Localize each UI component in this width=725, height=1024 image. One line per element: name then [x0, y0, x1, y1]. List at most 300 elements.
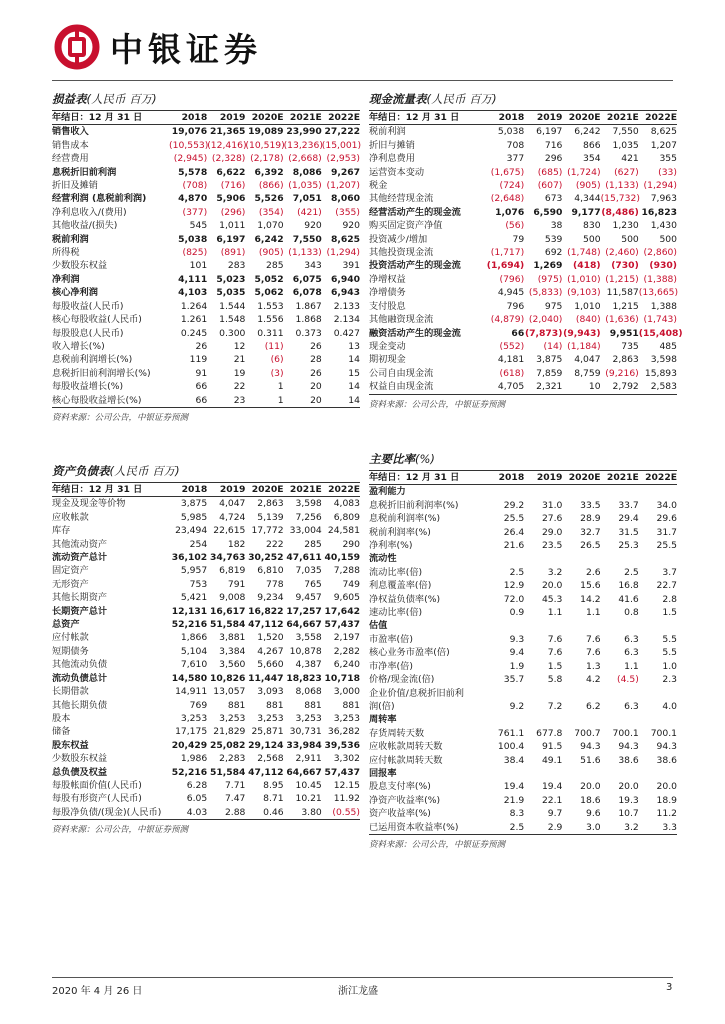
cell-value: 708	[506, 139, 525, 151]
cell-value: 3,253	[295, 712, 322, 724]
cell-value: (2,178)	[250, 153, 284, 165]
cell-value: (9,103)	[567, 287, 601, 299]
cell-value: (6)	[270, 354, 284, 366]
cell-value: (1,294)	[326, 247, 360, 259]
cell-value: 6.05	[186, 793, 208, 805]
cell-value: 1,520	[257, 632, 284, 644]
key-ratios-panel	[369, 452, 677, 850]
row-label: 少数股东权益	[52, 753, 108, 765]
cell-value: 4,111	[178, 273, 208, 285]
cell-value: 2.5	[624, 566, 639, 578]
cell-value: 10,826	[209, 672, 246, 684]
cell-value: 34.0	[656, 499, 677, 511]
cell-value: 66	[169, 394, 207, 408]
table-row	[369, 606, 677, 619]
cell-value: 1.1	[547, 607, 563, 619]
cell-value: (11)	[264, 340, 284, 352]
table-row	[369, 192, 677, 205]
cell-value: (552)	[499, 340, 525, 352]
cell-value: 9,951	[609, 327, 639, 339]
row-label: 购买固定资产净值	[369, 220, 443, 232]
table-row	[369, 380, 677, 394]
cell-value: 26.4	[503, 526, 525, 538]
year-column-header: 2021E	[284, 483, 322, 497]
cell-value: 2.6	[585, 566, 601, 578]
brand-header	[54, 22, 262, 72]
cash-flow-panel	[369, 92, 683, 410]
cell-value: 66	[511, 327, 525, 339]
cell-value: 10.45	[295, 779, 322, 791]
panel-title-text: 资产负债表	[52, 464, 110, 478]
cell-value	[562, 767, 600, 780]
cell-value: (1,294)	[643, 180, 677, 192]
cell-value: 673	[544, 193, 563, 205]
table-row	[52, 645, 360, 658]
table-header-row	[52, 483, 360, 497]
cell-value: 1.5	[547, 660, 563, 672]
table-row	[369, 152, 677, 165]
boc-logo-icon	[54, 24, 100, 70]
table-row	[369, 780, 677, 793]
table-row	[52, 725, 360, 738]
cell-value: 3,253	[180, 712, 208, 724]
row-label: 核心每股收益(人民币)	[52, 314, 142, 326]
table-row	[369, 179, 677, 192]
cell-value: 72.0	[503, 593, 525, 605]
row-label: 储备	[52, 726, 71, 738]
cell-value: 20.0	[618, 781, 639, 793]
row-label: 应收帐款	[52, 511, 89, 523]
cell-value: (1,035)	[288, 180, 322, 192]
cell-value: 7,051	[292, 193, 322, 205]
balance-sheet-panel	[52, 464, 360, 835]
cell-value	[562, 619, 600, 632]
cell-value: 47,112	[248, 766, 284, 778]
table-header-row	[369, 471, 677, 485]
cell-value: 21,829	[213, 726, 246, 738]
cell-value: 23.5	[541, 540, 563, 552]
cell-value: (1,207)	[326, 180, 360, 192]
cell-value	[639, 485, 677, 499]
cell-value: 19,089	[248, 126, 284, 138]
cell-value: 3,253	[219, 712, 246, 724]
table-row	[369, 687, 677, 700]
row-label: 回报率	[369, 767, 397, 779]
table-row	[52, 125, 360, 139]
table-row	[369, 633, 677, 646]
cell-value: 14	[348, 354, 360, 366]
cell-value: 57,437	[324, 619, 360, 631]
table-row	[52, 524, 360, 537]
cell-value: 692	[544, 247, 563, 259]
cell-value: 1.548	[219, 314, 246, 326]
cell-value: 24,581	[327, 525, 360, 537]
cell-value: 4.2	[585, 674, 601, 686]
cell-value: 25,871	[251, 726, 284, 738]
row-label: 收入增长(%)	[52, 340, 105, 352]
table-row	[52, 313, 360, 326]
cell-value: 19	[233, 367, 246, 379]
cell-value: 28	[310, 354, 322, 366]
cell-value: (1,636)	[605, 314, 639, 326]
cell-value: 7.6	[585, 647, 601, 659]
cell-value: 28.9	[580, 513, 601, 525]
cell-value: 41.6	[618, 593, 639, 605]
row-label: 市盈率(倍)	[369, 633, 413, 645]
cell-value: 33.7	[618, 499, 639, 511]
year-end-header: 年结日：12 月 31 日	[52, 111, 169, 125]
table-row	[369, 646, 677, 659]
table-row	[369, 821, 677, 835]
cell-value: 16,822	[248, 605, 284, 617]
cell-value: 0.300	[219, 327, 246, 339]
row-label: 其他投资现金流	[369, 247, 434, 259]
row-label: 息税折旧前利润率(%)	[369, 499, 459, 511]
row-label: 资产收益率(%)	[369, 808, 431, 820]
row-label: 权益自由现金流	[369, 380, 486, 394]
cell-value: 9.4	[509, 647, 525, 659]
cell-value: 8,060	[330, 193, 360, 205]
cell-value: (2,953)	[326, 153, 360, 165]
cell-value: (618)	[499, 367, 525, 379]
cell-value	[639, 552, 677, 565]
row-label: 应收帐款周转天数	[369, 741, 443, 753]
cell-value: 49.1	[541, 754, 563, 766]
cell-value: 4,047	[574, 354, 601, 366]
panel-unit: (%)	[415, 452, 435, 466]
year-column-header: 2018	[486, 111, 524, 125]
cell-value: 26	[310, 340, 322, 352]
cell-value: 23	[207, 394, 245, 408]
cell-value	[601, 485, 639, 499]
row-label: 无形资产	[52, 578, 89, 590]
table-row	[52, 605, 360, 618]
table-row	[52, 618, 360, 631]
table-row	[52, 219, 360, 232]
row-label: 核心业务市盈率(倍)	[369, 647, 450, 659]
cell-value: 920	[304, 220, 322, 232]
cell-value: 12.15	[333, 779, 360, 791]
cell-value: (418)	[573, 260, 601, 272]
year-column-header: 2020E	[245, 111, 283, 125]
cell-value: 2,568	[257, 753, 284, 765]
cell-value: 19.4	[503, 781, 525, 793]
cell-value: 14	[322, 394, 360, 408]
year-end-header: 年结日：12 月 31 日	[369, 471, 486, 485]
cell-value: 377	[506, 153, 525, 165]
cell-value: 2.133	[333, 300, 360, 312]
section-row	[369, 713, 677, 726]
cell-value: 6,197	[216, 233, 246, 245]
cell-value: (1,133)	[288, 247, 322, 259]
cell-value: 29.2	[503, 499, 525, 511]
row-label: 经营活动产生的现金流	[369, 206, 461, 218]
row-label: 所得税	[52, 247, 80, 259]
cell-value	[639, 619, 677, 632]
cell-value: (2,860)	[643, 247, 677, 259]
row-label: 估值	[369, 620, 388, 632]
cell-value: 10.21	[295, 793, 322, 805]
cell-value: 2,321	[524, 380, 562, 394]
cell-value	[562, 687, 600, 700]
cell-value: 2.5	[486, 821, 524, 835]
table-row	[369, 206, 677, 219]
cell-value: 20.0	[580, 781, 601, 793]
table-row	[52, 779, 360, 792]
cell-value: 1	[277, 381, 284, 393]
cell-value: 2,197	[333, 632, 360, 644]
row-label: 经营利润 (息税前利润)	[52, 193, 147, 205]
cell-value: 5.5	[662, 633, 677, 645]
cell-value: (9,943)	[563, 327, 601, 339]
cell-value: 7,859	[536, 367, 563, 379]
row-label: 应付帐款	[52, 632, 89, 644]
cell-value: 14	[348, 381, 360, 393]
section-row	[369, 767, 677, 780]
cell-value: 10	[562, 380, 600, 394]
cell-value: 5,985	[180, 511, 208, 523]
table-header-row	[52, 111, 360, 125]
cell-value: (1,717)	[490, 247, 525, 259]
cell-value: 7,963	[650, 193, 677, 205]
cell-value: 796	[506, 300, 525, 312]
cell-value: 30,731	[289, 726, 322, 738]
cell-value: 5.5	[662, 647, 677, 659]
cell-value: 2,282	[333, 645, 360, 657]
cell-value: 5,957	[180, 565, 208, 577]
cell-value: 0.373	[295, 327, 322, 339]
cell-value: 778	[266, 578, 284, 590]
cell-value: 22.7	[656, 580, 677, 592]
table-row	[52, 380, 360, 393]
panel-title	[369, 452, 677, 471]
cell-value: (12,416)	[207, 139, 247, 151]
year-column-header: 2019	[524, 471, 562, 485]
table-row	[369, 259, 677, 272]
cell-value: 4,344	[574, 193, 601, 205]
cell-value: 57,437	[324, 766, 360, 778]
cell-value: (627)	[614, 166, 639, 178]
cell-value: 5,139	[257, 511, 284, 523]
cell-value: 5,052	[254, 273, 284, 285]
row-label: 每股收益(人民币)	[52, 300, 124, 312]
table-row	[369, 273, 677, 286]
row-label: 其他流动负债	[52, 659, 108, 671]
cell-value: 9.2	[509, 700, 525, 712]
cell-value: (421)	[297, 206, 322, 218]
cell-value: 4,870	[178, 193, 208, 205]
cell-value: (15,408)	[638, 327, 683, 339]
cell-value: 29.4	[618, 513, 639, 525]
cell-value: 100.4	[497, 741, 525, 753]
cell-value: 9.3	[509, 633, 525, 645]
cell-value: 22.1	[541, 794, 563, 806]
row-label: 盈利能力	[369, 486, 406, 498]
table-row	[52, 179, 360, 192]
cell-value: (724)	[499, 180, 525, 192]
cell-value: (716)	[220, 180, 246, 192]
cell-value: 7,550	[292, 233, 322, 245]
year-end-header: 年结日：12 月 31 日	[52, 483, 169, 497]
cell-value: 3,598	[650, 354, 677, 366]
cell-value: 1.544	[219, 300, 246, 312]
cell-value: (796)	[499, 273, 525, 285]
cell-value: 10,878	[289, 645, 322, 657]
row-label: 现金变动	[369, 340, 406, 352]
cell-value: 29,124	[248, 739, 284, 751]
cell-value: 6.3	[624, 647, 639, 659]
year-column-header: 2018	[486, 471, 524, 485]
cell-value: 31.0	[541, 499, 563, 511]
table-row	[52, 166, 360, 179]
cell-value: 500	[659, 233, 677, 245]
row-label: 润(倍)	[369, 700, 395, 712]
cell-value: 17,175	[175, 726, 208, 738]
row-label: 息税前利润率(%)	[369, 513, 441, 525]
cell-value: 5,578	[178, 166, 208, 178]
cell-value: 17,772	[251, 525, 284, 537]
footer-page-number: 3	[666, 982, 673, 993]
cell-value: 5,526	[254, 193, 284, 205]
cell-value	[639, 687, 677, 700]
cell-value: 3,253	[333, 712, 360, 724]
row-label: 投资减少/增加	[369, 233, 428, 245]
cell-value: 7.2	[547, 700, 563, 712]
row-label: 短期债务	[52, 645, 89, 657]
table-row	[52, 712, 360, 725]
row-label: 净权益负债率(%)	[369, 593, 441, 605]
cell-value: 3,558	[295, 632, 322, 644]
cell-value: 9,234	[257, 592, 284, 604]
cell-value: (377)	[182, 206, 208, 218]
table-row	[369, 139, 677, 152]
cell-value: 6,819	[219, 565, 246, 577]
cell-value: 7,288	[333, 565, 360, 577]
cell-value	[601, 687, 639, 700]
row-label: 净利润	[52, 273, 80, 285]
cell-value: (4,879)	[490, 314, 525, 326]
cell-value: 9,605	[333, 592, 360, 604]
year-column-header: 2018	[169, 483, 207, 497]
row-label: 折旧及摊销	[52, 180, 98, 192]
cell-value: 20	[284, 394, 322, 408]
cell-value: 94.3	[656, 741, 677, 753]
cell-value	[486, 552, 524, 565]
cell-value: 1.868	[295, 314, 322, 326]
cell-value: (8,486)	[601, 206, 639, 218]
cell-value: 1.3	[585, 660, 601, 672]
table-row	[52, 806, 360, 820]
cell-value: 7,610	[180, 659, 208, 671]
cell-value: 0.427	[333, 327, 360, 339]
cell-value: 23,494	[175, 525, 208, 537]
panel-title	[52, 92, 360, 111]
cell-value: 6,622	[216, 166, 246, 178]
cell-value: 21.6	[503, 540, 525, 552]
cell-value: 1,035	[612, 139, 639, 151]
cell-value: 10.7	[618, 808, 639, 820]
cell-value: 2,792	[601, 380, 639, 394]
row-label: 股东权益	[52, 739, 89, 751]
cell-value: 91	[195, 367, 208, 379]
row-label: 核心每股收益增长(%)	[52, 394, 169, 408]
table-row	[52, 192, 360, 205]
cell-value	[486, 767, 524, 780]
cell-value: 47,611	[286, 552, 322, 564]
cell-value	[524, 713, 562, 726]
table-row	[52, 353, 360, 366]
cell-value: (10,553)	[169, 139, 209, 151]
cell-value: 9.6	[585, 808, 601, 820]
table-row	[369, 539, 677, 552]
cell-value: 8,625	[330, 233, 360, 245]
row-label: 折旧与摊销	[369, 139, 415, 151]
cell-value: (33)	[658, 166, 677, 178]
cell-value: 18.6	[580, 794, 601, 806]
cell-value: (1,743)	[643, 314, 677, 326]
cell-value: 7,035	[295, 565, 322, 577]
table-row	[52, 327, 360, 340]
cell-value: 881	[342, 699, 360, 711]
cell-value: (1,748)	[567, 247, 601, 259]
cell-value: (1,215)	[605, 273, 639, 285]
table-row	[369, 233, 677, 246]
table-row	[52, 739, 360, 752]
cell-value: 26.5	[580, 540, 601, 552]
cell-value	[601, 713, 639, 726]
cell-value: 6.3	[624, 700, 639, 712]
cell-value: 7.6	[585, 633, 601, 645]
row-label: 净利息收入/(费用)	[52, 206, 127, 218]
cell-value: 22	[233, 381, 246, 393]
cell-value: 15.6	[580, 580, 601, 592]
cell-value: (905)	[575, 180, 601, 192]
cell-value: 4,047	[219, 498, 246, 510]
row-label: 息税前利润增长(%)	[52, 354, 133, 366]
cell-value: 3.7	[662, 566, 677, 578]
section-row	[369, 485, 677, 499]
cell-value: 16,823	[641, 206, 677, 218]
cell-value: 4,103	[178, 287, 208, 299]
brand-name: 中银证券	[110, 29, 262, 69]
cell-value: 0.9	[509, 607, 525, 619]
cell-value: 7.6	[547, 647, 563, 659]
cell-value	[486, 485, 524, 499]
row-label: 流动比率(倍)	[369, 566, 423, 578]
table-row	[52, 233, 360, 246]
cell-value: 9,008	[219, 592, 246, 604]
cell-value: 2.3	[662, 674, 677, 686]
panel-title-text: 损益表	[52, 92, 87, 106]
cell-value: 32.7	[580, 526, 601, 538]
cell-value: (975)	[537, 273, 563, 285]
cell-value: 500	[583, 233, 601, 245]
cell-value: 11,447	[248, 672, 284, 684]
row-label: 现金及现金等价物	[52, 498, 126, 510]
cell-value: 16.8	[618, 580, 639, 592]
row-label: 销售成本	[52, 139, 89, 151]
table-row	[52, 286, 360, 299]
cell-value: 119	[189, 354, 208, 366]
cell-value: (2,460)	[605, 247, 639, 259]
cell-value	[486, 687, 524, 700]
row-label: 价格/现金流(倍)	[369, 674, 435, 686]
cell-value: (840)	[575, 314, 601, 326]
financial-table	[369, 471, 677, 835]
cell-value: 5,104	[180, 645, 208, 657]
cell-value: 25.5	[656, 540, 677, 552]
table-row	[369, 579, 677, 592]
